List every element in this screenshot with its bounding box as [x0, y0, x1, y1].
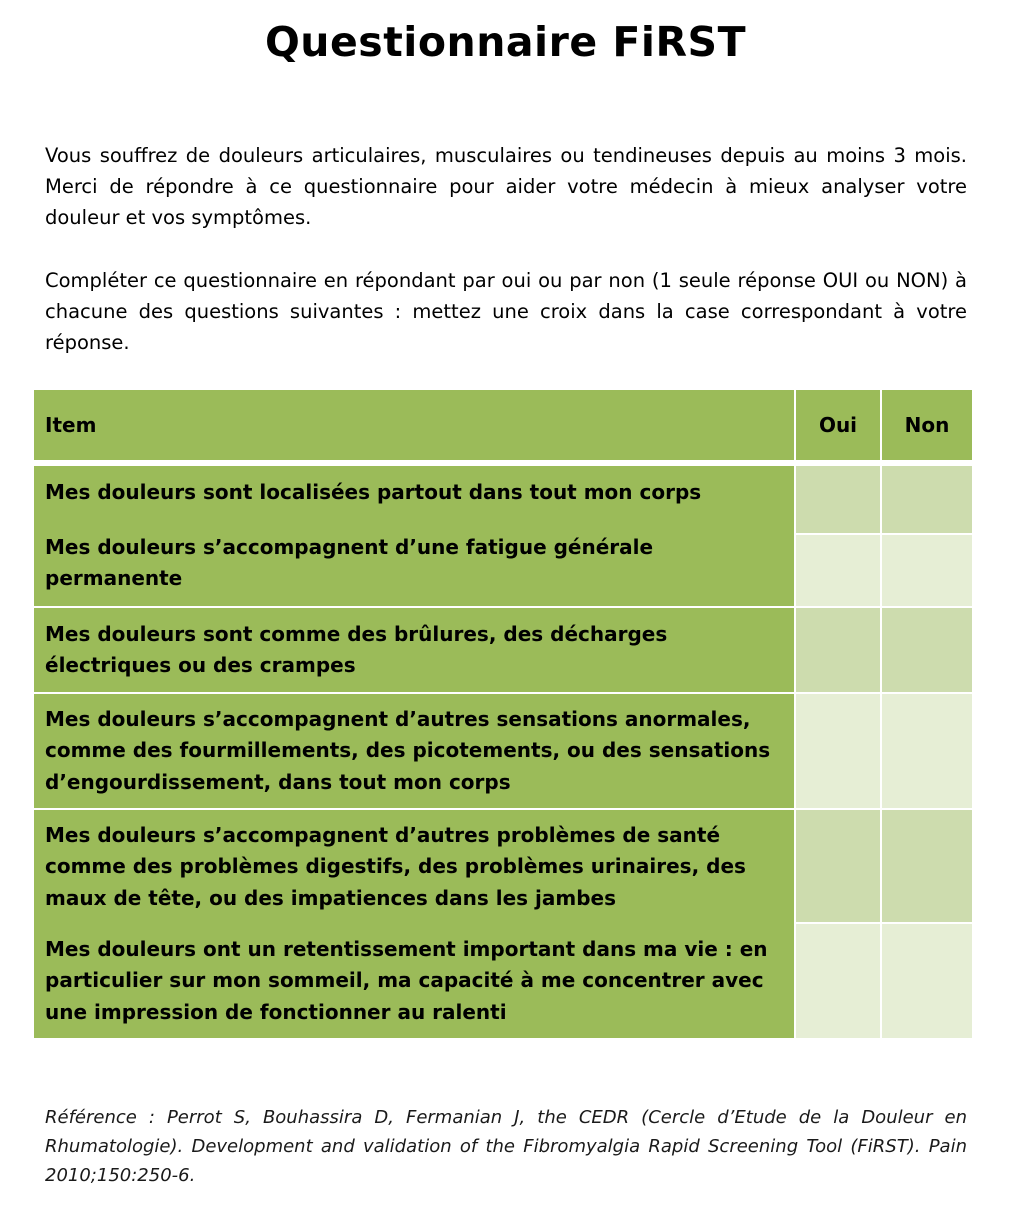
answer-box-non-1[interactable]	[882, 466, 972, 533]
header-oui: Oui	[796, 390, 880, 460]
answer-box-non-3[interactable]	[882, 608, 972, 692]
item-question-1: Mes douleurs sont localisées partout dans tout mon corps	[45, 480, 702, 505]
answer-box-oui-1[interactable]	[796, 466, 880, 533]
intro-paragraph-2: Compléter ce questionnaire en répondant par oui ou par non (1 seule réponse OUI ou NON) à chacune des questions suivantes : mettez une croix dans la case correspondant à votre réponse.	[45, 269, 967, 354]
item-group-1	[34, 466, 794, 606]
item-group-4	[34, 810, 794, 1038]
page-title: Questionnaire FiRST	[264, 18, 747, 66]
item-question-6: Mes douleurs ont un retentissement important dans ma vie : en particulier sur mon sommeil, ma capacité à me concentrer avec une impression de fonctionner au ralenti	[45, 936, 768, 1024]
item-question-3: Mes douleurs sont comme des brûlures, des décharges électriques ou des crampes	[45, 621, 668, 677]
item-question-4: Mes douleurs s’accompagnent d’autres sensations anormales, comme des fourmillements, des picotements, ou des sensations d’engourdissement, dans tout mon corps	[45, 706, 771, 794]
answer-box-oui-3[interactable]	[796, 608, 880, 692]
answer-box-non-6[interactable]	[882, 924, 972, 1038]
answer-box-oui-5[interactable]	[796, 810, 880, 922]
item-question-5: Mes douleurs s’accompagnent d’autres problèmes de santé comme des problèmes digestifs, des problèmes urinaires, des maux de tête, ou des impatiences dans les jambes	[45, 822, 746, 910]
answer-box-non-5[interactable]	[882, 810, 972, 922]
item-question-2: Mes douleurs s’accompagnent d’une fatigue générale permanente	[45, 534, 654, 591]
header-item: Item	[34, 390, 794, 460]
answer-box-non-2[interactable]	[882, 535, 972, 606]
item-group-2	[34, 608, 794, 692]
questionnaire-table	[34, 390, 972, 1039]
item-group-3	[34, 694, 794, 808]
reference-text: Référence : Perrot S, Bouhassira D, Fermanian J, the CEDR (Cercle d’Etude de la Douleur en Rhumatologie). Development and validation of the Fibromyalgia Rapid Screening Tool (FiRST). Pain 2010;150:250-6.	[45, 1107, 967, 1186]
answer-box-non-4[interactable]	[882, 694, 972, 808]
answer-box-oui-2[interactable]	[796, 535, 880, 606]
answer-box-oui-4[interactable]	[796, 694, 880, 808]
header-non: Non	[882, 390, 972, 460]
answer-box-oui-6[interactable]	[796, 924, 880, 1038]
intro-paragraph-1: Vous souffrez de douleurs articulaires, musculaires ou tendineuses depuis au moins 3 mois. Merci de répondre à ce questionnaire pour aider votre médecin à mieux analyser votre douleur et vos symptômes.	[45, 144, 967, 229]
